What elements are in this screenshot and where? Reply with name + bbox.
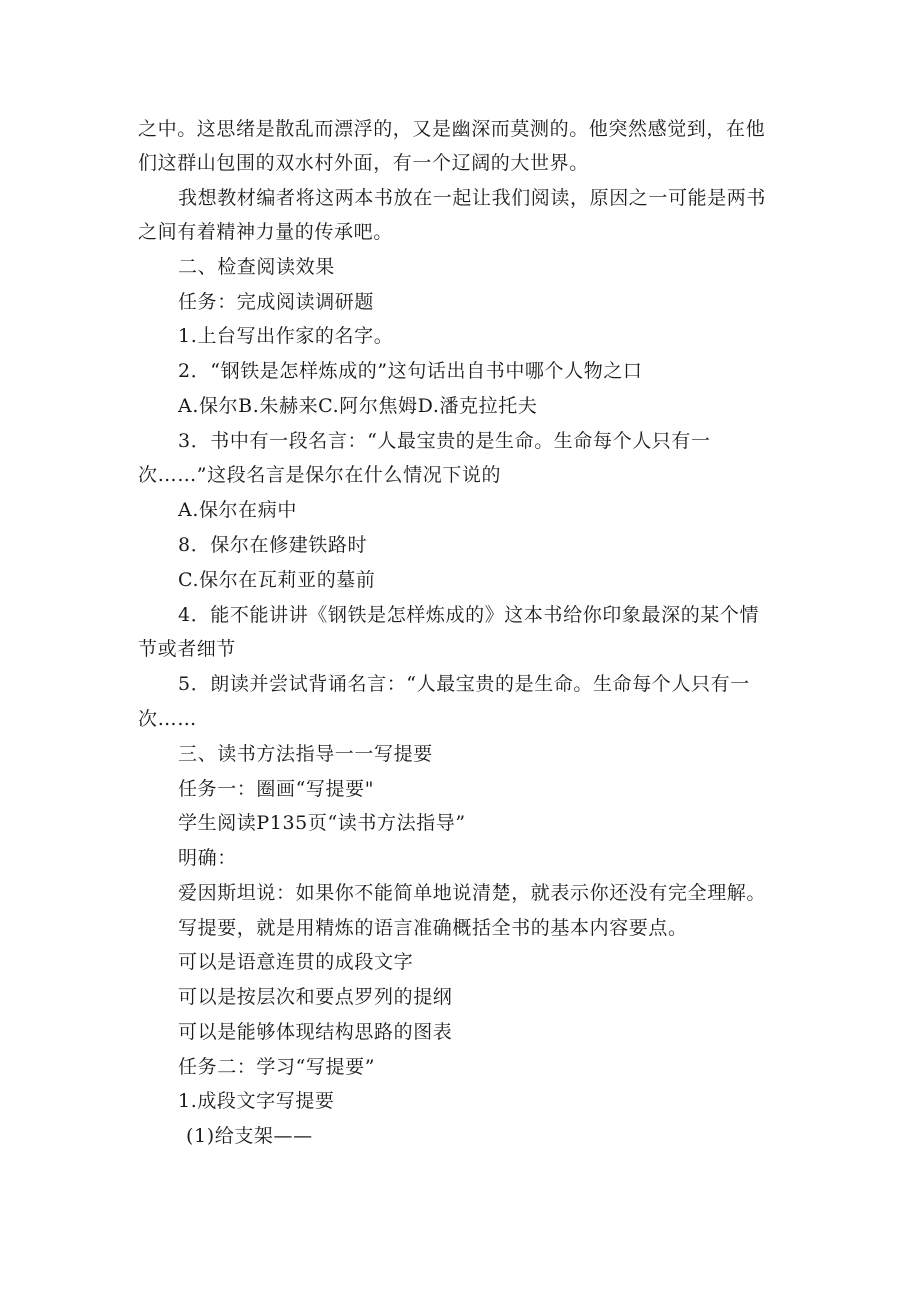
list-item: 可以是语意连贯的成段文字 xyxy=(178,951,414,973)
task-heading: 任务二：学习“写提要” xyxy=(178,1056,376,1078)
list-item: 可以是能够体现结构思路的图表 xyxy=(178,1021,453,1043)
paragraph-line: 之间有着精神力量的传承吧。 xyxy=(138,221,393,243)
question-item-continued: 节或者细节 xyxy=(138,638,237,660)
paragraph-line: 明确： xyxy=(178,847,237,869)
answer-options: A.保尔B.朱赫来C.阿尔焦姆D.潘克拉托夫 xyxy=(178,395,538,417)
question-item: 1.上台写出作家的名字。 xyxy=(178,325,394,347)
question-item-continued: 次……”这段名言是保尔在什么情况下说的 xyxy=(138,464,502,486)
paragraph-line: 们这群山包围的双水村外面，有一个辽阔的大世界。 xyxy=(138,152,589,174)
question-item-continued: 次…… xyxy=(138,708,197,730)
task-heading: 任务：完成阅读调研题 xyxy=(178,291,375,313)
answer-option: A.保尔在病中 xyxy=(178,499,297,521)
list-item: 可以是按层次和要点罗列的提纲 xyxy=(178,986,453,1008)
paragraph-line: 我想教材编者将这两本书放在一起让我们阅读，原因之一可能是两书 xyxy=(178,187,767,209)
question-item: 3．书中有一段名言：“人最宝贵的是生命。生命每个人只有一 xyxy=(178,430,711,452)
subsection-heading: 1.成段文字写提要 xyxy=(178,1090,335,1112)
quote-line: 爱因斯坦说：如果你不能简单地说清楚，就表示你还没有完全理解。 xyxy=(178,882,767,904)
paragraph-line: 写提要，就是用精炼的语言准确概括全书的基本内容要点。 xyxy=(178,917,688,939)
paragraph-line: 学生阅读P135页“读书方法指导” xyxy=(178,812,466,834)
question-item: 2．“钢铁是怎样炼成的”这句话出自书中哪个人物之口 xyxy=(178,360,643,382)
subsection-item: (1)给支架—— xyxy=(186,1125,313,1147)
paragraph-line: 之中。这思绪是散乱而漂浮的，又是幽深而莫测的。他突然感觉到，在他 xyxy=(138,118,766,140)
section-heading: 三、读书方法指导一一写提要 xyxy=(178,743,433,765)
task-heading: 任务一：圈画“写提要" xyxy=(178,778,375,800)
answer-option: 8．保尔在修建铁路时 xyxy=(178,534,368,556)
answer-option: C.保尔在瓦莉亚的墓前 xyxy=(178,569,376,591)
question-item: 4．能不能讲讲《钢铁是怎样炼成的》这本书给你印象最深的某个情 xyxy=(178,604,760,626)
question-item: 5．朗读并尝试背诵名言：“人最宝贵的是生命。生命每个人只有一 xyxy=(178,673,750,695)
section-heading: 二、检查阅读效果 xyxy=(178,256,335,278)
